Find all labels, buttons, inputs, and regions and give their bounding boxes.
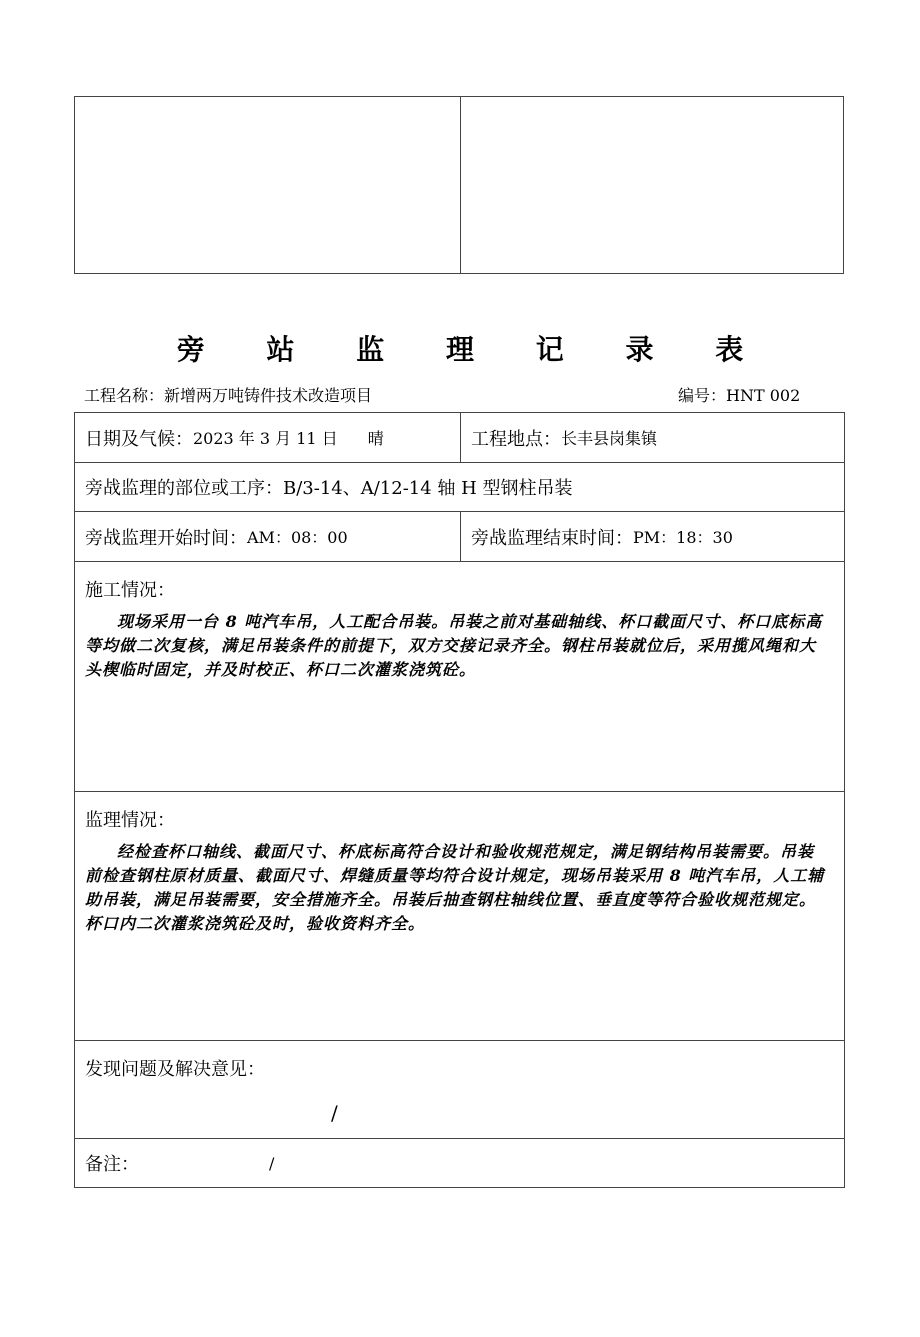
row-remarks [75, 1139, 844, 1187]
supervision-cell [75, 792, 844, 1040]
row-position [75, 463, 844, 512]
start-time-label: 旁战监理开始时间： [85, 527, 247, 549]
location-cell [461, 413, 844, 462]
page-title: 旁 站 监 理 记 录 表 [176, 333, 770, 366]
supervision-text: 经检查杯口轴线、截面尺寸、杯底标高符合设计和验收规范规定，满足钢结构吊装需要。吊装前检查钢柱原材质量、截面尺寸、焊缝质量等均符合设计规定，现场吊装采用 8 吨汽车吊，人工辅助吊装，满足吊装需要，安全措施齐全。吊装后抽查钢柱轴线位置、垂直度等符合验收规范规定。杯口内二次灌浆浇筑砼及时，验收资料齐全。 [85, 842, 825, 933]
record-number: 编号：HNT 002 [678, 386, 801, 405]
issues-heading: 发现问题及解决意见： [85, 1059, 265, 1080]
supervision-heading: 监理情况： [85, 810, 175, 831]
record-form [74, 412, 845, 1188]
row-construction [75, 562, 844, 792]
construction-text: 现场采用一台 8 吨汽车吊，人工配合吊装。吊装之前对基础轴线、杯口截面尺寸、杯口底标高等均做二次复核，满足吊装条件的前提下，双方交接记录齐全。钢柱吊装就位后，采用揽风绳和大头楔临时固定，并及时校正、杯口二次灌浆浇筑砼。 [85, 612, 823, 679]
top-table-right-cell [461, 97, 843, 273]
position-label: 旁战监理的部位或工序： [85, 478, 283, 499]
end-time-value: PM：18：30 [633, 528, 733, 547]
row-supervision [75, 792, 844, 1041]
remarks-value: / [269, 1153, 275, 1173]
position-cell [75, 463, 844, 511]
project-name: 工程名称：新增两万吨铸件技术改造项目 [84, 386, 373, 405]
top-empty-table [74, 96, 844, 274]
top-table-left-cell [75, 97, 461, 273]
row-issues [75, 1041, 844, 1139]
construction-cell [75, 562, 844, 791]
start-time-cell [75, 512, 461, 561]
start-time-value: AM：08：00 [247, 528, 348, 547]
location-label: 工程地点： [471, 428, 561, 450]
weather-value: 晴 [367, 429, 384, 448]
issues-value: / [331, 1101, 338, 1125]
position-value: B/3-14、A/12-14 轴 H 型钢柱吊装 [283, 478, 573, 499]
location-value: 长丰县岗集镇 [561, 429, 658, 448]
construction-heading: 施工情况： [85, 580, 175, 601]
row-times [75, 512, 844, 562]
end-time-label: 旁战监理结束时间： [471, 527, 633, 549]
end-time-cell [461, 512, 844, 561]
date-weather-label: 日期及气候： [85, 428, 193, 450]
issues-cell [75, 1041, 844, 1138]
row-date-location [75, 413, 844, 463]
date-value: 2023 年 3 月 11 日 [193, 429, 338, 448]
remarks-label: 备注： [85, 1154, 139, 1175]
remarks-cell [75, 1139, 844, 1187]
date-weather-cell [75, 413, 461, 462]
